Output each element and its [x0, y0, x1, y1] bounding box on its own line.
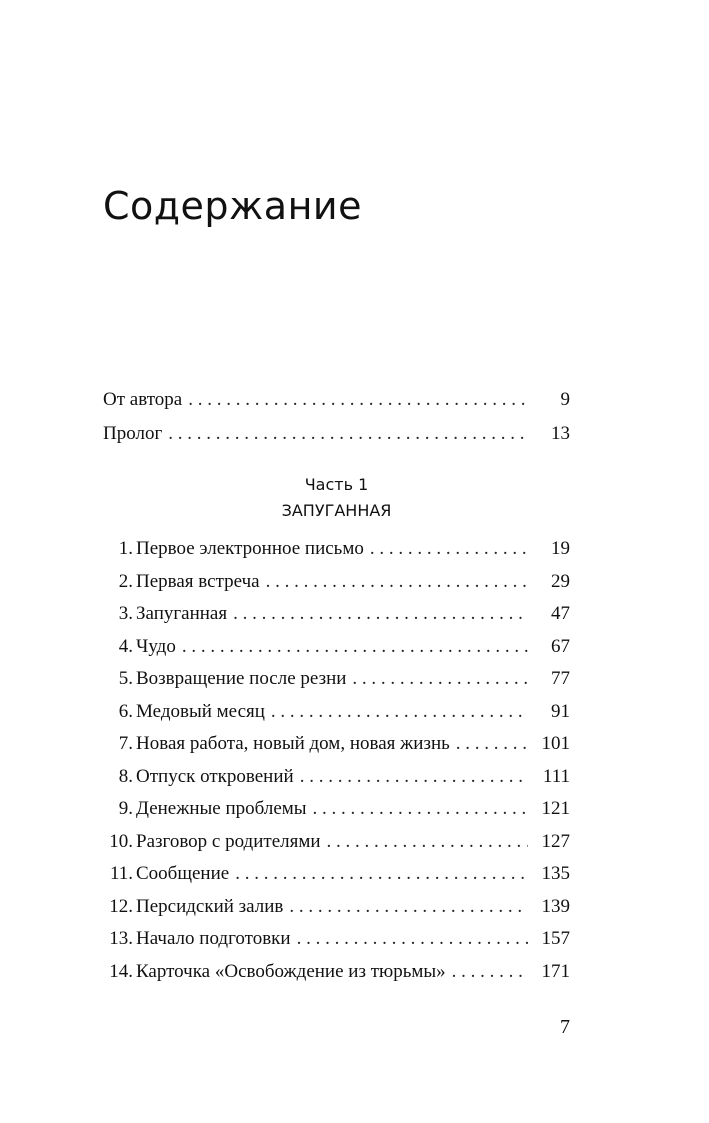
dot-leader: [452, 958, 528, 986]
toc-entry-page: 29: [551, 570, 570, 592]
toc-entry[interactable]: [103, 925, 570, 958]
toc-entry-page: 9: [560, 389, 570, 410]
toc-entry-title: Начало подготовки: [136, 928, 291, 949]
toc-entry-page: 127: [541, 830, 570, 852]
toc-entry[interactable]: [103, 698, 570, 731]
toc-entry[interactable]: [103, 763, 570, 796]
part-title: ЗАПУГАННАЯ: [281, 501, 392, 520]
dot-leader: [352, 665, 528, 693]
dot-leader: [313, 795, 528, 823]
dot-leader: [235, 860, 528, 888]
chapter-number: 14.: [109, 960, 133, 982]
page-number: 7: [560, 1016, 570, 1038]
chapter-number: 7.: [118, 733, 133, 754]
dot-leader: [370, 535, 528, 563]
toc-entry-page: 77: [551, 668, 570, 689]
toc-entry-title: Пролог: [103, 423, 163, 444]
toc-entry-title: Карточка «Освобождение из тюрьмы»: [136, 960, 446, 982]
toc-entry[interactable]: [103, 665, 570, 698]
part-label: Часть 1: [304, 475, 369, 494]
dot-leader: [233, 600, 528, 628]
toc-entry-title: Персидский залив: [136, 895, 284, 917]
front-matter-list: [103, 386, 570, 454]
toc-entry-page: 171: [541, 960, 570, 982]
toc-entry[interactable]: [103, 633, 570, 666]
dot-leader: [297, 925, 528, 953]
toc-entry-title: Новая работа, новый дом, новая жизнь: [136, 733, 450, 754]
chapter-number: 9.: [118, 798, 133, 819]
chapter-number: 6.: [118, 700, 133, 722]
toc-entry[interactable]: [103, 828, 570, 861]
toc-entry[interactable]: [103, 386, 570, 420]
chapter-number: 4.: [118, 635, 133, 657]
toc-entry-title: От автора: [103, 389, 183, 410]
toc-entry-title: Разговор с родителями: [136, 830, 321, 852]
toc-entry-page: 139: [541, 895, 570, 917]
dot-leader: [300, 763, 528, 791]
chapter-number: 11.: [109, 863, 133, 884]
toc-entry-page: 135: [541, 863, 570, 884]
toc-entry-title: Запуганная: [136, 603, 228, 624]
toc-entry-page: 121: [541, 798, 570, 819]
chapter-number: 5.: [118, 668, 133, 689]
toc-entry-title: Медовый месяц: [136, 700, 265, 722]
toc-entry-page: 19: [551, 538, 570, 559]
dot-leader: [188, 386, 528, 414]
toc-entry-title: Чудо: [136, 635, 176, 657]
toc-entry[interactable]: [103, 600, 570, 633]
dot-leader: [327, 828, 528, 856]
toc-entry[interactable]: [103, 893, 570, 926]
toc-entry[interactable]: [103, 730, 570, 763]
toc-entry-page: 13: [551, 423, 570, 444]
toc-entry[interactable]: [103, 860, 570, 893]
dot-leader: [271, 698, 528, 726]
toc-entry[interactable]: [103, 420, 570, 454]
toc-entry-title: Отпуск откровений: [136, 765, 294, 787]
dot-leader: [182, 633, 528, 661]
dot-leader: [168, 420, 528, 448]
toc-entry-page: 47: [551, 603, 570, 624]
toc-entry-title: Сообщение: [136, 863, 230, 884]
chapter-number: 2.: [118, 570, 133, 592]
toc-entry-title: Первое электронное письмо: [136, 538, 364, 559]
toc-entry-page: 111: [542, 765, 570, 787]
toc-entry[interactable]: [103, 535, 570, 568]
toc-entry-page: 157: [541, 928, 570, 949]
dot-leader: [289, 893, 528, 921]
toc-entry[interactable]: [103, 568, 570, 601]
toc-entry[interactable]: [103, 795, 570, 828]
toc-entry-title: Денежные проблемы: [136, 798, 307, 819]
toc-entry-page: 91: [551, 700, 570, 722]
chapter-number: 10.: [109, 830, 133, 852]
toc-entry-title: Первая встреча: [136, 570, 260, 592]
chapter-list: [103, 535, 570, 990]
chapter-number: 3.: [118, 603, 133, 624]
toc-entry[interactable]: [103, 958, 570, 991]
dot-leader: [456, 730, 528, 758]
dot-leader: [266, 568, 528, 596]
chapter-number: 12.: [109, 895, 133, 917]
toc-entry-page: 67: [551, 635, 570, 657]
toc-entry-page: 101: [541, 733, 570, 754]
toc-entry-title: Возвращение после резни: [136, 668, 347, 689]
page-title: Содержание: [103, 184, 362, 228]
chapter-number: 1.: [118, 538, 133, 559]
part-heading: [103, 472, 570, 524]
chapter-number: 13.: [109, 928, 133, 949]
chapter-number: 8.: [118, 765, 133, 787]
